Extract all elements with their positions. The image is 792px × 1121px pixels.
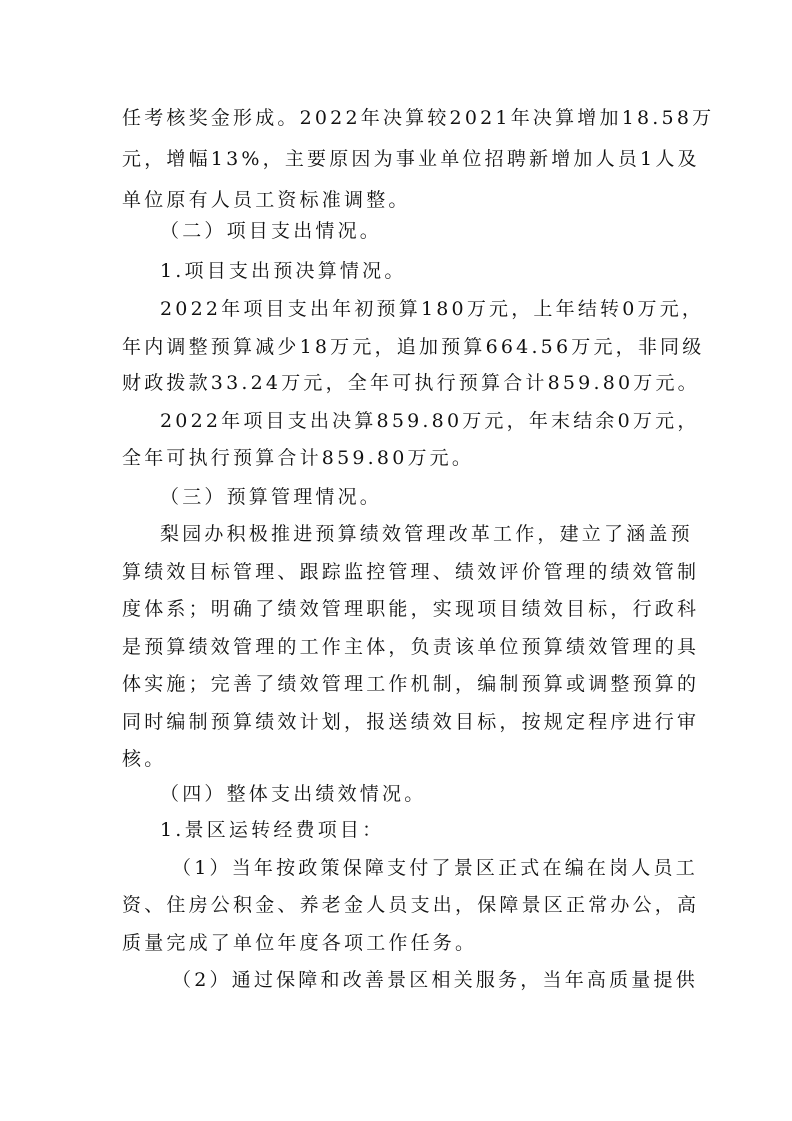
body-text-line: （2）通过保障和改善景区相关服务，当年高质量提供 (172, 969, 698, 991)
body-text-line: 算绩效目标管理、跟踪监控管理、绩效评价管理的绩效管制 (122, 561, 700, 583)
body-text-line: 元，增幅13%，主要原因为事业单位招聘新增加人员1人及 (122, 148, 700, 170)
body-text-line: 2022年项目支出年初预算180万元，上年结转0万元， (160, 298, 705, 320)
subsection-heading: 1.景区运转经费项目： (160, 819, 385, 841)
body-text-line: 单位原有人员工资标准调整。 (122, 189, 411, 211)
body-text-line: 度体系；明确了绩效管理职能，实现项目绩效目标，行政科 (122, 598, 700, 620)
body-text-line: 质量完成了单位年度各项工作任务。 (122, 932, 478, 954)
body-text-line: 财政拨款33.24万元，全年可执行预算合计859.80万元。 (122, 372, 700, 394)
section-heading-4: （四）整体支出绩效情况。 (160, 783, 427, 805)
body-text-line: 核。 (122, 748, 167, 770)
body-text-line: 体实施；完善了绩效管理工作机制，编制预算或调整预算的 (122, 673, 700, 695)
subsection-heading: 1.项目支出预决算情况。 (160, 260, 407, 282)
body-text-line: 全年可执行预算合计859.80万元。 (122, 447, 475, 469)
body-text-line: 任考核奖金形成。2022年决算较2021年决算增加18.58万 (122, 107, 715, 129)
body-text-line: 资、住房公积金、养老金人员支出，保障景区正常办公，高 (122, 894, 700, 916)
body-text-line: 是预算绩效管理的工作主体，负责该单位预算绩效管理的具 (122, 636, 700, 658)
body-text-line: （1）当年按政策保障支付了景区正式在编在岗人员工 (172, 857, 698, 879)
body-text-line: 梨园办积极推进预算绩效管理改革工作，建立了涵盖预 (160, 523, 693, 545)
section-heading-3: （三）预算管理情况。 (160, 486, 383, 508)
body-text-line: 年内调整预算减少18万元，追加预算664.56万元，非同级 (122, 336, 705, 358)
section-heading-2: （二）项目支出情况。 (160, 220, 383, 242)
body-text-line: 2022年项目支出决算859.80万元，年末结余0万元， (160, 410, 700, 432)
body-text-line: 同时编制预算绩效计划，报送绩效目标，按规定程序进行审 (122, 711, 700, 733)
